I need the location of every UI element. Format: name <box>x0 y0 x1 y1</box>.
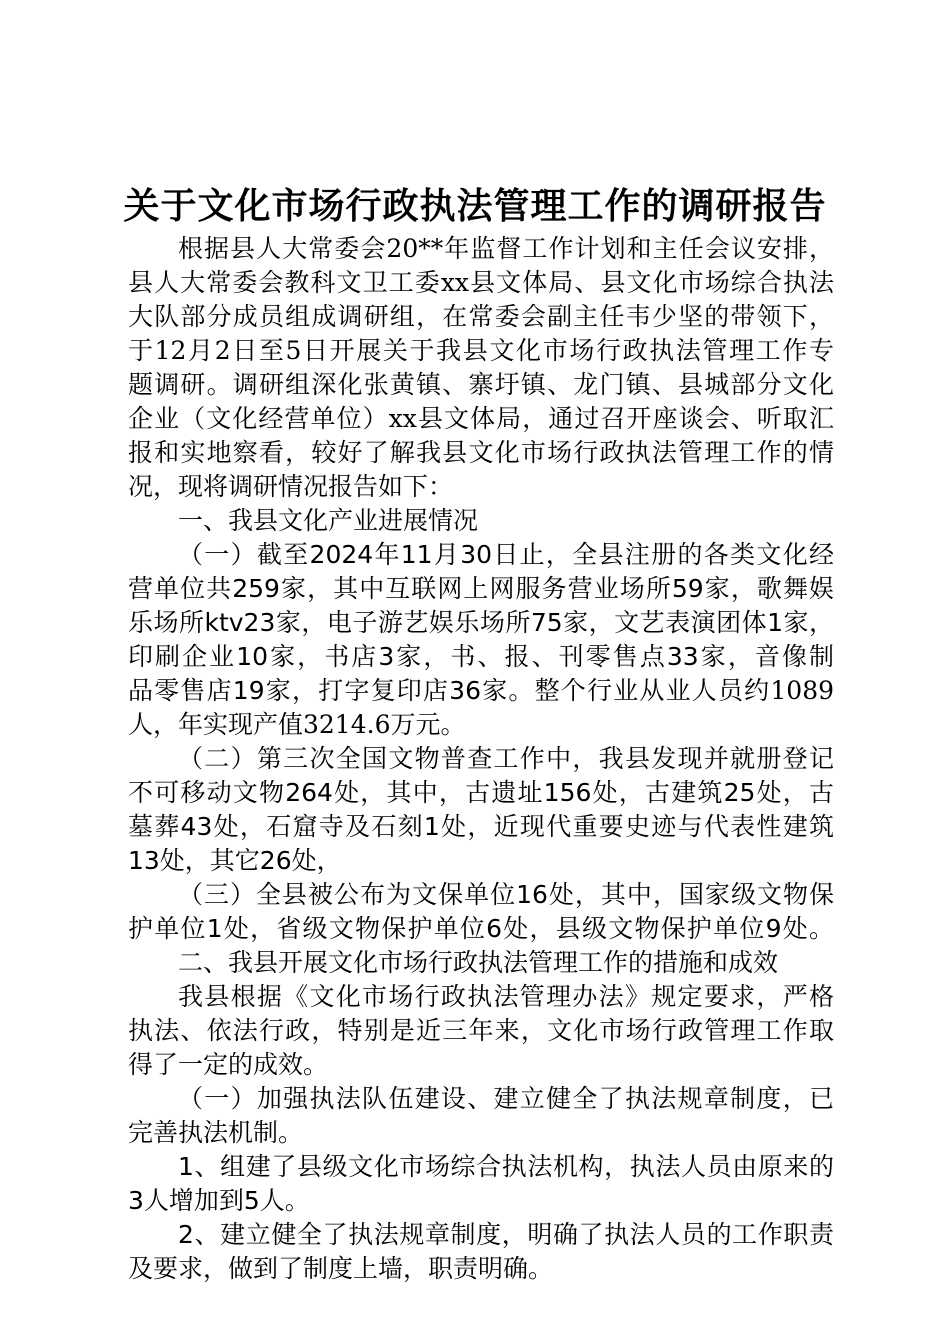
text-line: 于12月2日至5日开展关于我县文化市场行政执法管理工作专 <box>128 336 834 365</box>
text-line: 企业（文化经营单位）xx县文体局，通过召开座谈会、听取汇 <box>128 404 834 433</box>
text-line: 印刷企业10家，书店3家，书、报、刊零售点33家，音像制 <box>128 642 834 671</box>
document-body <box>128 232 834 1286</box>
paragraph <box>128 878 834 946</box>
text-segment: 品零售店19家，打字复印店36家。 <box>128 676 535 705</box>
text-line: 题调研。调研组深化张黄镇、寨圩镇、龙门镇、县城部分文化 <box>128 370 834 399</box>
text-line: 报和实地察看，较好了解我县文化市场行政执法管理工作的情 <box>128 438 834 467</box>
text-line: 人，年实现产值3214.6万元。 <box>128 710 466 739</box>
text-line: 乐场所ktv23家，电子游艺娱乐场所75家，文艺表演团体1家， <box>128 608 834 637</box>
text-line: 不可移动文物264处，其中，古遗址156处，古建筑25处，古 <box>128 778 834 807</box>
text-line: 县人大常委会教科文卫工委xx县文体局、县文化市场综合执法 <box>128 268 834 297</box>
document-title: 关于文化市场行政执法管理工作的调研报告 <box>123 185 827 227</box>
text-line: 执法、依法行政，特别是近三年来，文化市场行政管理工作取 <box>128 1016 834 1045</box>
paragraph <box>128 1218 834 1286</box>
text-line: 我县根据《文化市场行政执法管理办法》规定要求，严格 <box>178 982 834 1011</box>
text-segment: 整个行业从业人员约1089 <box>534 676 834 705</box>
section-heading: 二、我县开展文化市场行政执法管理工作的措施和成效 <box>178 948 779 977</box>
text-line: 及要求，做到了制度上墙，职责明确。 <box>128 1254 554 1283</box>
text-line: 根据县人大常委会20**年监督工作计划和主任会议安排， <box>178 234 834 263</box>
text-line: （三）全县被公布为文保单位16处，其中，国家级文物保 <box>178 880 834 909</box>
text-line: 13处，其它26处， <box>128 846 342 875</box>
paragraph <box>128 538 834 742</box>
section-heading: 一、我县文化产业进展情况 <box>178 506 479 535</box>
text-line: 1、组建了县级文化市场综合执法机构，执法人员由原来的 <box>178 1152 834 1181</box>
text-line: 完善执法机制。 <box>128 1118 304 1147</box>
intro-paragraph <box>128 232 834 504</box>
text-line: 大队部分成员组成调研组，在常委会副主任韦少坚的带领下， <box>128 302 834 331</box>
text-line: （一）加强执法队伍建设、建立健全了执法规章制度，已 <box>178 1084 834 1113</box>
paragraph <box>128 980 834 1082</box>
text-line: 得了一定的成效。 <box>128 1050 329 1079</box>
text-line: 营单位共259家，其中互联网上网服务营业场所59家，歌舞娱 <box>128 574 834 603</box>
paragraph <box>128 742 834 878</box>
paragraph <box>128 1150 834 1218</box>
text-line: 况，现将调研情况报告如下： <box>128 472 454 501</box>
text-line: 2、建立健全了执法规章制度，明确了执法人员的工作职责 <box>178 1220 834 1249</box>
text-line: （一）截至2024年11月30日止，全县注册的各类文化经 <box>178 540 834 569</box>
paragraph <box>128 1082 834 1150</box>
text-line: 墓葬43处，石窟寺及石刻1处，近现代重要史迹与代表性建筑 <box>128 812 834 841</box>
text-line <box>128 674 834 708</box>
text-line: 护单位1处，省级文物保护单位6处，县级文物保护单位9处。 <box>128 914 834 943</box>
text-line: （二）第三次全国文物普查工作中，我县发现并就册登记 <box>178 744 834 773</box>
text-line: 3人增加到5人。 <box>128 1186 310 1215</box>
